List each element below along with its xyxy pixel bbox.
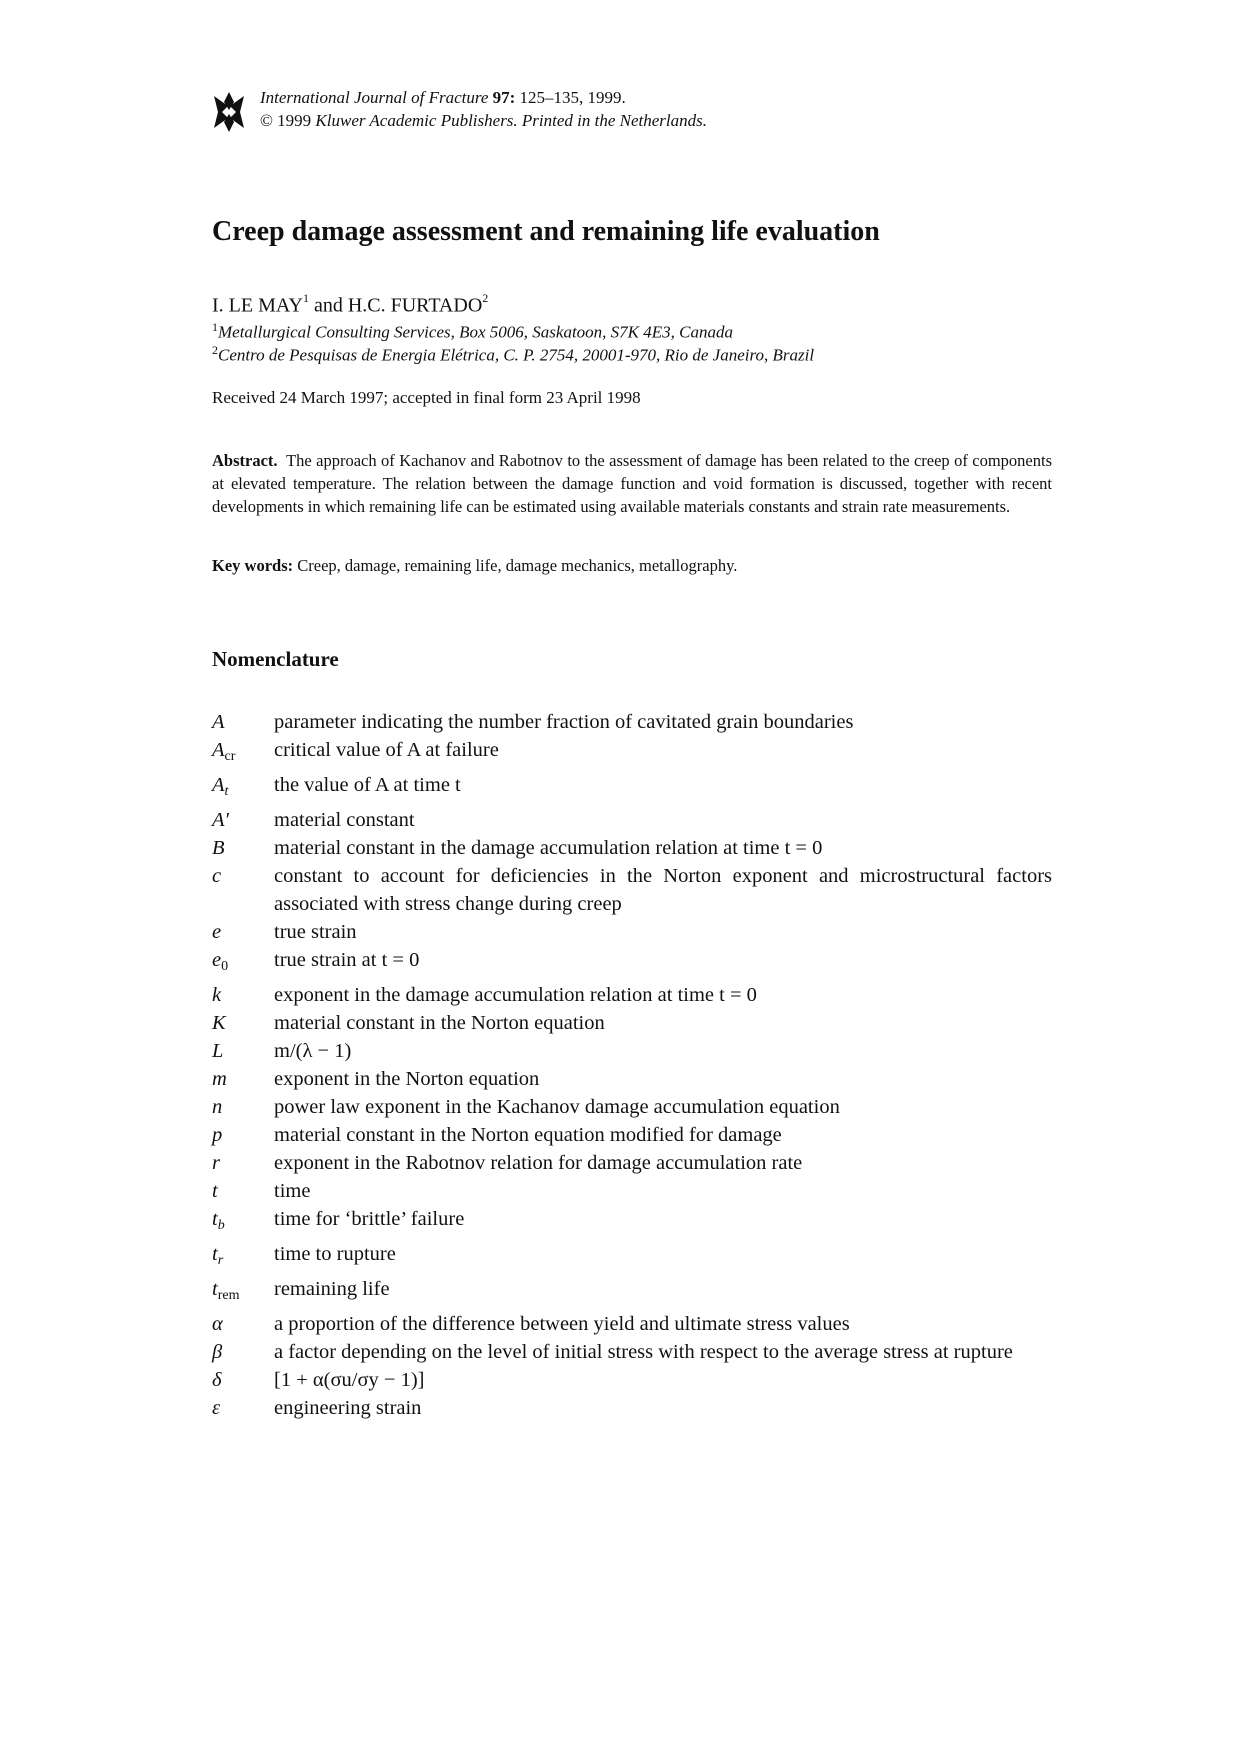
nomenclature-symbol (212, 981, 274, 1009)
symbol-main: A (212, 774, 225, 796)
symbol-main: t (212, 1180, 218, 1202)
affiliation-1 (212, 320, 733, 343)
nomenclature-row (212, 1009, 1052, 1037)
nomenclature-symbol (212, 1338, 274, 1366)
symbol-main: t (212, 1208, 218, 1230)
nomenclature-heading: Nomenclature (212, 647, 339, 671)
affiliation-1-text: Metallurgical Consulting Services, Box 5006, Saskatoon, S7K 4E3, Canada (218, 322, 733, 342)
nomenclature-row (212, 806, 1052, 834)
symbol-subscript: 0 (221, 959, 229, 974)
nomenclature-symbol (212, 736, 274, 771)
symbol-main: δ (212, 1369, 222, 1391)
nomenclature-symbol (212, 834, 274, 862)
nomenclature-definition: engineering strain (274, 1397, 422, 1419)
symbol-main: m (212, 1068, 227, 1090)
publisher-logo-icon (212, 92, 246, 132)
symbol-main: K (212, 1012, 226, 1034)
nomenclature-definition: a factor depending on the level of initial stress with respect to the average stress at rupture (274, 1341, 1013, 1363)
nomenclature-definition: remaining life (274, 1278, 390, 1300)
journal-pages: 125–135, 1999. (519, 88, 626, 107)
nomenclature-definition: constant to account for deficiencies in the Norton exponent and microstructural factors associated with stress change during creep (274, 865, 1052, 915)
publisher-line: Kluwer Academic Publishers. Printed in the Netherlands. (315, 111, 708, 130)
nomenclature-symbol (212, 1205, 274, 1240)
nomenclature-symbol (212, 1065, 274, 1093)
nomenclature-symbol (212, 1275, 274, 1310)
keywords-label: Key words: (212, 556, 294, 575)
received-date: Received 24 March 1997; accepted in final form 23 April 1998 (212, 388, 641, 407)
abstract (212, 449, 1052, 518)
nomenclature-symbol (212, 1394, 274, 1422)
affiliation-2 (212, 343, 814, 366)
nomenclature-symbol (212, 1009, 274, 1037)
nomenclature-row (212, 1177, 1052, 1205)
affiliation-1-sup: 1 (212, 320, 218, 334)
nomenclature-row (212, 1149, 1052, 1177)
symbol-subscript: cr (224, 749, 236, 764)
nomenclature-symbol (212, 946, 274, 981)
nomenclature-row (212, 1394, 1052, 1422)
symbol-main: B (212, 837, 225, 859)
nomenclature-definition: time for ‘brittle’ failure (274, 1208, 465, 1230)
nomenclature-definition: the value of A at time t (274, 774, 461, 796)
nomenclature-definition: true strain (274, 921, 357, 943)
nomenclature-definition: exponent in the damage accumulation relation at time t = 0 (274, 984, 757, 1006)
symbol-main: β (212, 1341, 223, 1363)
symbol-main: c (212, 865, 222, 887)
nomenclature-definition: critical value of A at failure (274, 739, 499, 761)
nomenclature-definition: power law exponent in the Kachanov damage accumulation equation (274, 1096, 840, 1118)
nomenclature-definition: a proportion of the difference between yield and ultimate stress values (274, 1313, 850, 1335)
symbol-main: k (212, 984, 222, 1006)
symbol-main: A′ (212, 809, 230, 831)
author-conj: and (313, 294, 343, 317)
nomenclature-symbol (212, 1093, 274, 1121)
nomenclature-definition: true strain at t = 0 (274, 949, 420, 971)
nomenclature-row (212, 1037, 1052, 1065)
nomenclature-row (212, 918, 1052, 946)
nomenclature-symbol (212, 1177, 274, 1205)
nomenclature-symbol (212, 1149, 274, 1177)
symbol-subscript: b (217, 1218, 225, 1233)
nomenclature-row (212, 1275, 1052, 1310)
nomenclature-row (212, 1065, 1052, 1093)
nomenclature-row (212, 1338, 1052, 1366)
copyright-symbol: © (260, 111, 273, 130)
nomenclature-definition: time to rupture (274, 1243, 396, 1265)
nomenclature-symbol (212, 1240, 274, 1275)
symbol-main: r (212, 1152, 220, 1174)
symbol-main: t (212, 1243, 218, 1265)
nomenclature-row (212, 1205, 1052, 1240)
nomenclature-row (212, 1093, 1052, 1121)
nomenclature-row (212, 1121, 1052, 1149)
journal-name: International Journal of Fracture (260, 88, 489, 107)
nomenclature-definition: time (274, 1180, 311, 1202)
symbol-subscript: rem (217, 1288, 240, 1303)
nomenclature-symbol (212, 1121, 274, 1149)
nomenclature-row (212, 981, 1052, 1009)
symbol-main: α (212, 1313, 223, 1335)
paper-title: Creep damage assessment and remaining life evaluation (212, 216, 880, 247)
nomenclature-row (212, 946, 1052, 981)
nomenclature-row (212, 1240, 1052, 1275)
affiliation-2-text: Centro de Pesquisas de Energia Elétrica, C. P. 2754, 20001-970, Rio de Janeiro, Brazil (218, 345, 815, 365)
author-1: I. LE MAY (212, 294, 303, 317)
symbol-main: L (212, 1040, 224, 1062)
nomenclature-row (212, 1366, 1052, 1394)
nomenclature-definition: [1 + α(σu/σy − 1)] (274, 1369, 425, 1391)
symbol-main: t (212, 1278, 218, 1300)
author-line (212, 293, 488, 318)
symbol-subscript: t (224, 784, 229, 799)
nomenclature-symbol (212, 862, 274, 918)
copyright-year: 1999 (277, 111, 312, 130)
symbol-main: A (212, 739, 225, 761)
nomenclature-row (212, 834, 1052, 862)
abstract-text: The approach of Kachanov and Rabotnov to the assessment of damage has been related to the creep of components at elevated temperature. The relation between the damage function and void formation is discussed, together with recent developments in which remaining life can be estimated using available materials constants and strain rate measurements. (212, 451, 1052, 516)
nomenclature-list (212, 708, 1052, 1422)
keywords-text: Creep, damage, remaining life, damage mechanics, metallography. (297, 556, 738, 575)
nomenclature-row (212, 771, 1052, 806)
nomenclature-definition: parameter indicating the number fraction of cavitated grain boundaries (274, 711, 854, 733)
nomenclature-definition: material constant (274, 809, 415, 831)
symbol-main: A (212, 711, 225, 733)
keywords (212, 556, 737, 576)
nomenclature-definition: m/(λ − 1) (274, 1040, 352, 1062)
nomenclature-row (212, 1310, 1052, 1338)
symbol-main: p (212, 1124, 223, 1146)
nomenclature-symbol (212, 708, 274, 736)
nomenclature-definition: material constant in the Norton equation modified for damage (274, 1124, 782, 1146)
nomenclature-definition: exponent in the Norton equation (274, 1068, 540, 1090)
symbol-main: ε (212, 1397, 221, 1419)
journal-volume: 97: (492, 88, 516, 107)
nomenclature-symbol (212, 1310, 274, 1338)
nomenclature-definition: material constant in the damage accumulation relation at time t = 0 (274, 837, 823, 859)
symbol-main: e (212, 949, 222, 971)
symbol-main: n (212, 1096, 223, 1118)
symbol-subscript: r (217, 1253, 224, 1268)
symbol-main: e (212, 921, 222, 943)
nomenclature-definition: exponent in the Rabotnov relation for damage accumulation rate (274, 1152, 803, 1174)
nomenclature-symbol (212, 806, 274, 834)
nomenclature-row (212, 708, 1052, 736)
nomenclature-symbol (212, 1366, 274, 1394)
author-2: H.C. FURTADO (347, 294, 483, 317)
nomenclature-definition: material constant in the Norton equation (274, 1012, 605, 1034)
author-1-sup: 1 (302, 291, 309, 305)
author-2-sup: 2 (482, 291, 489, 305)
affiliation-2-sup: 2 (212, 343, 218, 357)
abstract-label: Abstract. (212, 451, 278, 470)
nomenclature-symbol (212, 771, 274, 806)
nomenclature-row (212, 862, 1052, 918)
nomenclature-symbol (212, 918, 274, 946)
nomenclature-symbol (212, 1037, 274, 1065)
nomenclature-row (212, 736, 1052, 771)
